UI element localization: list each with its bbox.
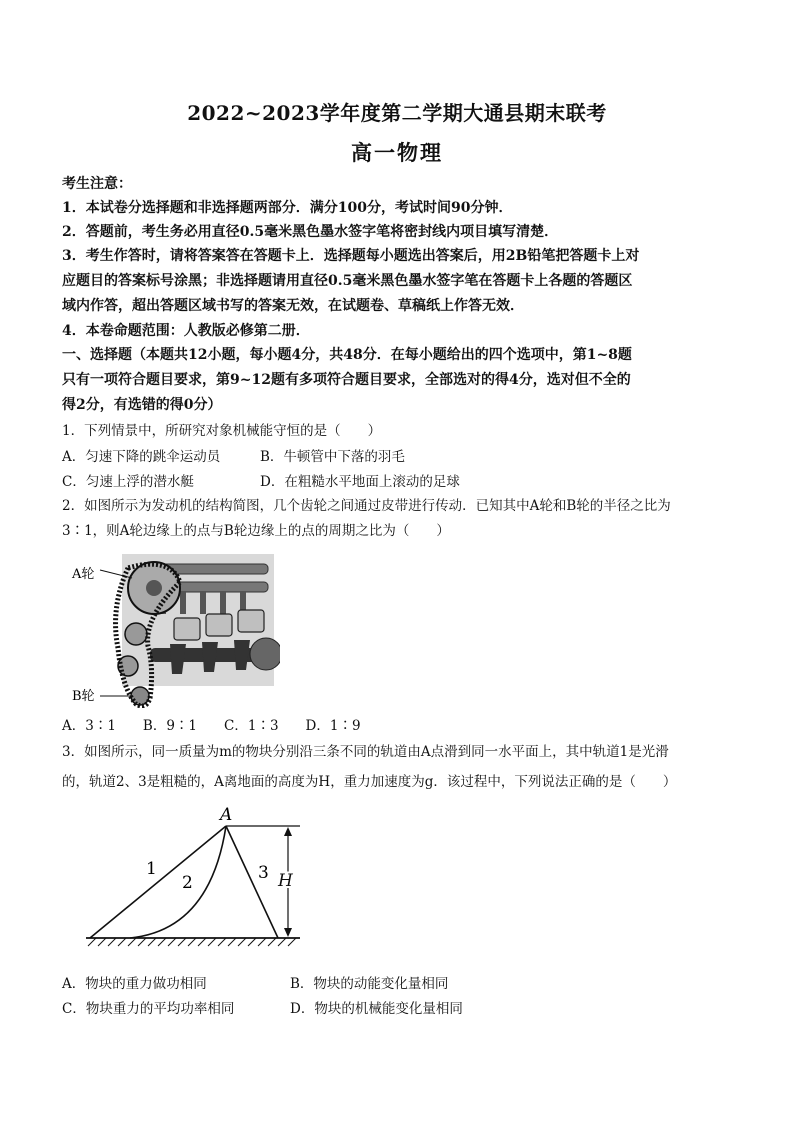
- q1-stem: 1．下列情景中，所研究对象机械能守恒的是（ ）: [62, 423, 382, 439]
- engine-figure: [70, 548, 280, 708]
- q1-option-b: B．牛顿管中下落的羽毛: [260, 449, 405, 465]
- track-2-label: 2: [182, 873, 193, 893]
- exam-title: 2022~2023学年度第二学期大通县期末联考: [187, 101, 607, 125]
- point-a-label: A: [220, 805, 233, 825]
- q1-option-d: D．在粗糙水平地面上滚动的足球: [260, 474, 460, 490]
- label-wheel-b: B轮: [72, 689, 95, 704]
- notice-item-3: 3．考生作答时，请将答案答在答题卡上．选择题每小题选出答案后，用2B铅笔把答题卡上对: [62, 248, 640, 264]
- notice-item-2: 2．答题前，考生务必用直径0.5毫米黑色墨水签字笔将密封线内项目填写清楚．: [62, 224, 559, 240]
- track-figure: [80, 800, 310, 950]
- label-wheel-a: A轮: [72, 567, 95, 582]
- q1-option-a: A．匀速下降的跳伞运动员: [62, 449, 221, 465]
- notice-item-4: 4．本卷命题范围：人教版必修第二册．: [62, 323, 310, 339]
- q3-option-d: D．物块的机械能变化量相同: [290, 1001, 463, 1017]
- exam-subject: 高一物理: [351, 140, 443, 165]
- section-1-heading: 一、选择题（本题共12小题，每小题4分，共48分．在每小题给出的四个选项中，第1~8题: [62, 347, 632, 363]
- q3-option-a: A．物块的重力做功相同: [62, 976, 207, 992]
- q2-stem-line1: 2．如图所示为发动机的结构简图，几个齿轮之间通过皮带进行传动．已知其中A轮和B轮的半径之比为: [62, 498, 671, 514]
- height-label: H: [278, 871, 293, 891]
- q2-options: A．3∶1 B．9∶1 C．1∶3 D．1∶9: [62, 718, 361, 734]
- notice-heading: 考生注意：: [62, 176, 132, 192]
- notice-item-3-cont2: 域内作答，超出答题区域书写的答案无效，在试题卷、草稿纸上作答无效．: [62, 298, 524, 314]
- track-1-label: 1: [146, 859, 157, 879]
- section-1-heading-cont1: 只有一项符合题目要求，第9~12题有多项符合题目要求，全部选对的得4分，选对但不全的: [62, 372, 631, 388]
- track-3-label: 3: [258, 863, 269, 883]
- q3-stem-line2: 的，轨道2、3是粗糙的，A离地面的高度为H，重力加速度为g．该过程中，下列说法正确的是（ ）: [62, 774, 677, 790]
- q3-option-b: B．物块的动能变化量相同: [290, 976, 449, 992]
- notice-item-3-cont1: 应题目的答案标号涂黑；非选择题请用直径0.5毫米黑色墨水签字笔在答题卡上各题的答题区: [62, 273, 633, 289]
- q2-stem-line2: 3∶1，则A轮边缘上的点与B轮边缘上的点的周期之比为（ ）: [62, 523, 450, 539]
- q1-option-c: C．匀速上浮的潜水艇: [62, 474, 194, 490]
- notice-item-1: 1．本试卷分选择题和非选择题两部分．满分100分，考试时间90分钟．: [62, 200, 513, 216]
- section-1-heading-cont2: 得2分，有选错的得0分）: [62, 397, 222, 413]
- q3-stem-line1: 3．如图所示，同一质量为m的物块分别沿三条不同的轨道由A点滑到同一水平面上，其中轨道1是光滑: [62, 744, 669, 760]
- q3-option-c: C．物块重力的平均功率相同: [62, 1001, 235, 1017]
